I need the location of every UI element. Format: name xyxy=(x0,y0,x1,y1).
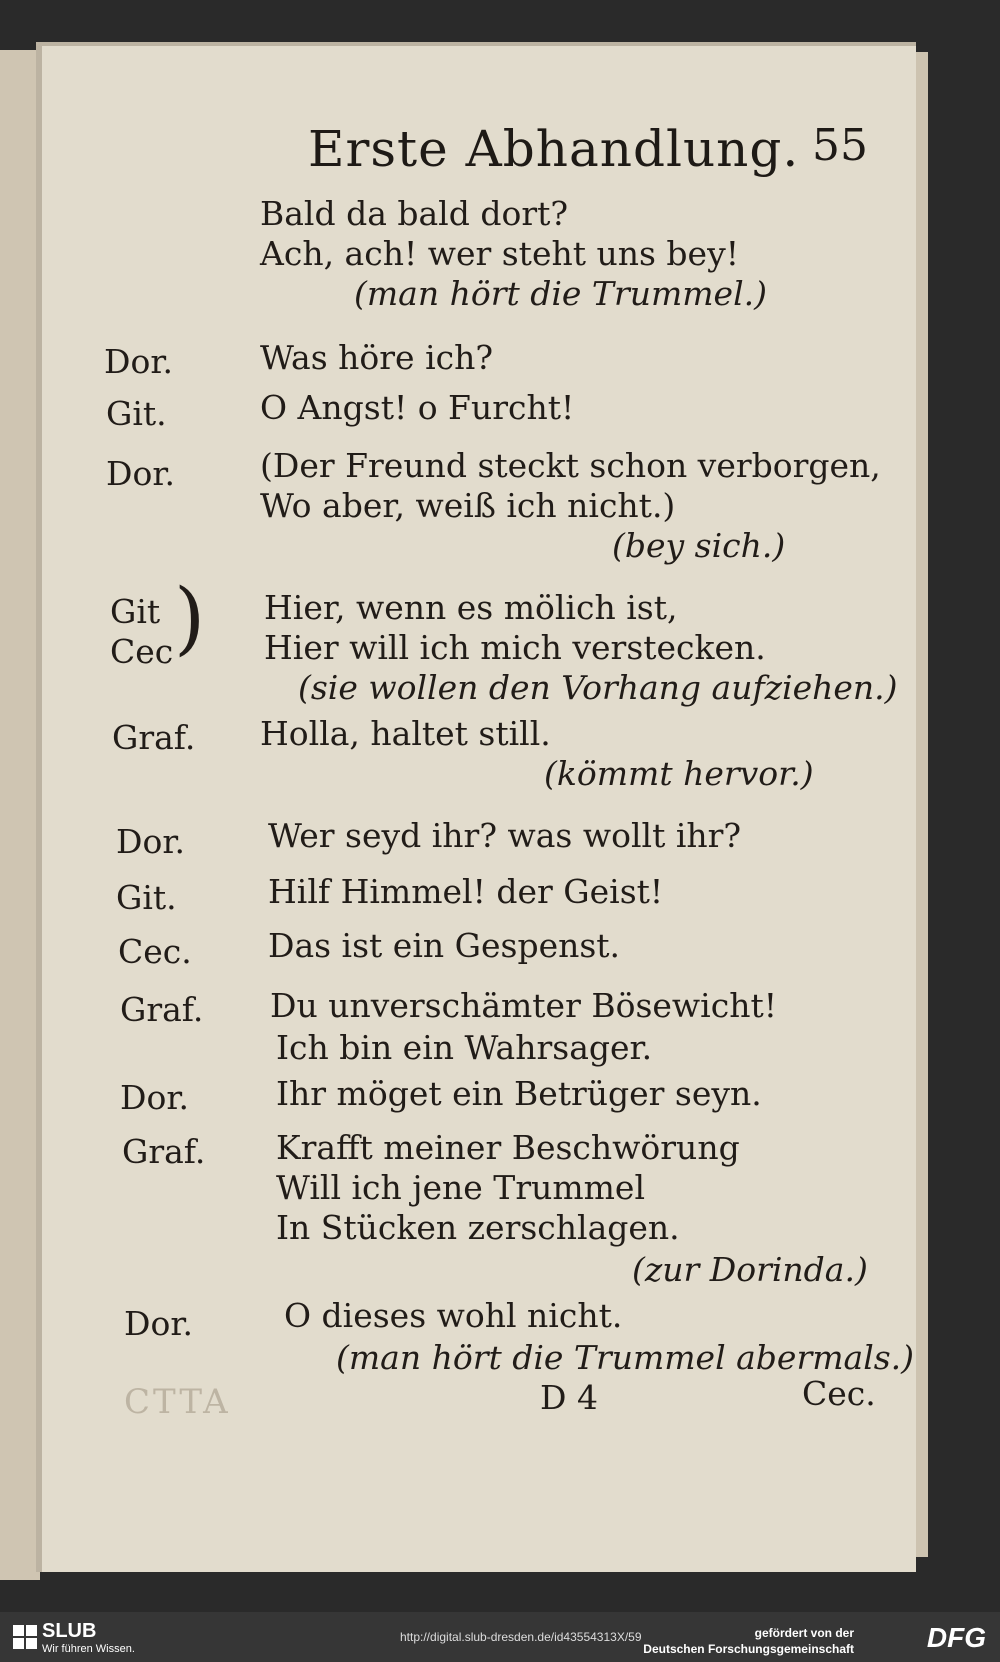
permalink[interactable]: http://digital.slub-dresden.de/id43554313X/59 xyxy=(400,1630,642,1644)
text-line: Ich bin ein Wahrsager. xyxy=(276,1028,653,1067)
text-line: Krafft meiner Beschwörung xyxy=(276,1128,740,1167)
speaker-label: Graf. xyxy=(112,718,196,757)
stage-direction: (man hört die Trummel abermals.) xyxy=(336,1338,915,1377)
page-header xyxy=(268,120,888,200)
catchword: Cec. xyxy=(802,1374,876,1413)
text-line: Will ich jene Trummel xyxy=(276,1168,646,1207)
text-line: Ihr möget ein Betrüger seyn. xyxy=(276,1074,762,1113)
text-line: Hier will ich mich verstecken. xyxy=(264,628,766,667)
funding-line-1: gefördert von der xyxy=(754,1626,854,1640)
text-line: Hier, wenn es mölich ist, xyxy=(264,588,678,627)
speaker-label: Git. xyxy=(116,878,177,917)
speaker-label: Cec. xyxy=(118,932,192,971)
text-line: Hilf Himmel! der Geist! xyxy=(268,872,664,911)
page-number: 55 xyxy=(812,120,868,171)
dfg-logo: DFG xyxy=(926,1622,986,1653)
stage-direction: (bey sich.) xyxy=(612,526,786,565)
text-line: In Stücken zerschlagen. xyxy=(276,1208,680,1247)
text-line: Ach, ach! wer steht uns bey! xyxy=(260,234,739,273)
speaker-label: Dor. xyxy=(104,342,173,381)
text-line: Was höre ich? xyxy=(260,338,494,377)
text-line: Du unverschämter Bösewicht! xyxy=(270,986,777,1025)
slub-name: SLUB xyxy=(42,1620,97,1642)
text-line: (Der Freund steckt schon verborgen, xyxy=(260,446,881,485)
speaker-label: Dor. xyxy=(106,454,175,493)
text-line: Wer seyd ihr? was wollt ihr? xyxy=(268,816,742,855)
left-page-edge xyxy=(0,50,40,1580)
stage-direction: (kömmt hervor.) xyxy=(544,754,814,793)
stage-direction: (man hört die Trummel.) xyxy=(354,274,767,313)
slub-tagline: Wir führen Wissen. xyxy=(42,1643,135,1655)
speaker-label: Graf. xyxy=(122,1132,206,1171)
text-line: Holla, haltet still. xyxy=(260,714,551,753)
speaker-label: Cec xyxy=(110,632,174,671)
signature-mark: D 4 xyxy=(540,1378,598,1417)
speaker-brace: ) xyxy=(174,571,206,664)
text-line: Das ist ein Gespenst. xyxy=(268,926,621,965)
stage-direction: (zur Dorinda.) xyxy=(632,1250,868,1289)
library-stamp: CTTA xyxy=(124,1382,231,1422)
funding-line-2: Deutschen Forschungsgemeinschaft xyxy=(643,1642,854,1656)
text-line: O Angst! o Furcht! xyxy=(260,388,575,427)
book-page xyxy=(36,42,916,1572)
speaker-label: Git. xyxy=(106,394,167,433)
speaker-label: Dor. xyxy=(116,822,185,861)
slub-logo-icon xyxy=(12,1624,38,1650)
stage-direction: (sie wollen den Vorhang aufziehen.) xyxy=(298,668,898,707)
speaker-label: Git xyxy=(110,592,161,631)
text-line: O dieses wohl nicht. xyxy=(284,1296,623,1335)
text-line: Bald da bald dort? xyxy=(260,194,569,233)
viewer-footer xyxy=(0,1612,1000,1662)
speaker-label: Dor. xyxy=(124,1304,193,1343)
speaker-label: Graf. xyxy=(120,990,204,1029)
speaker-label: Dor. xyxy=(120,1078,189,1117)
running-head: Erste Abhandlung. xyxy=(308,120,800,178)
text-line: Wo aber, weiß ich nicht.) xyxy=(260,486,676,525)
